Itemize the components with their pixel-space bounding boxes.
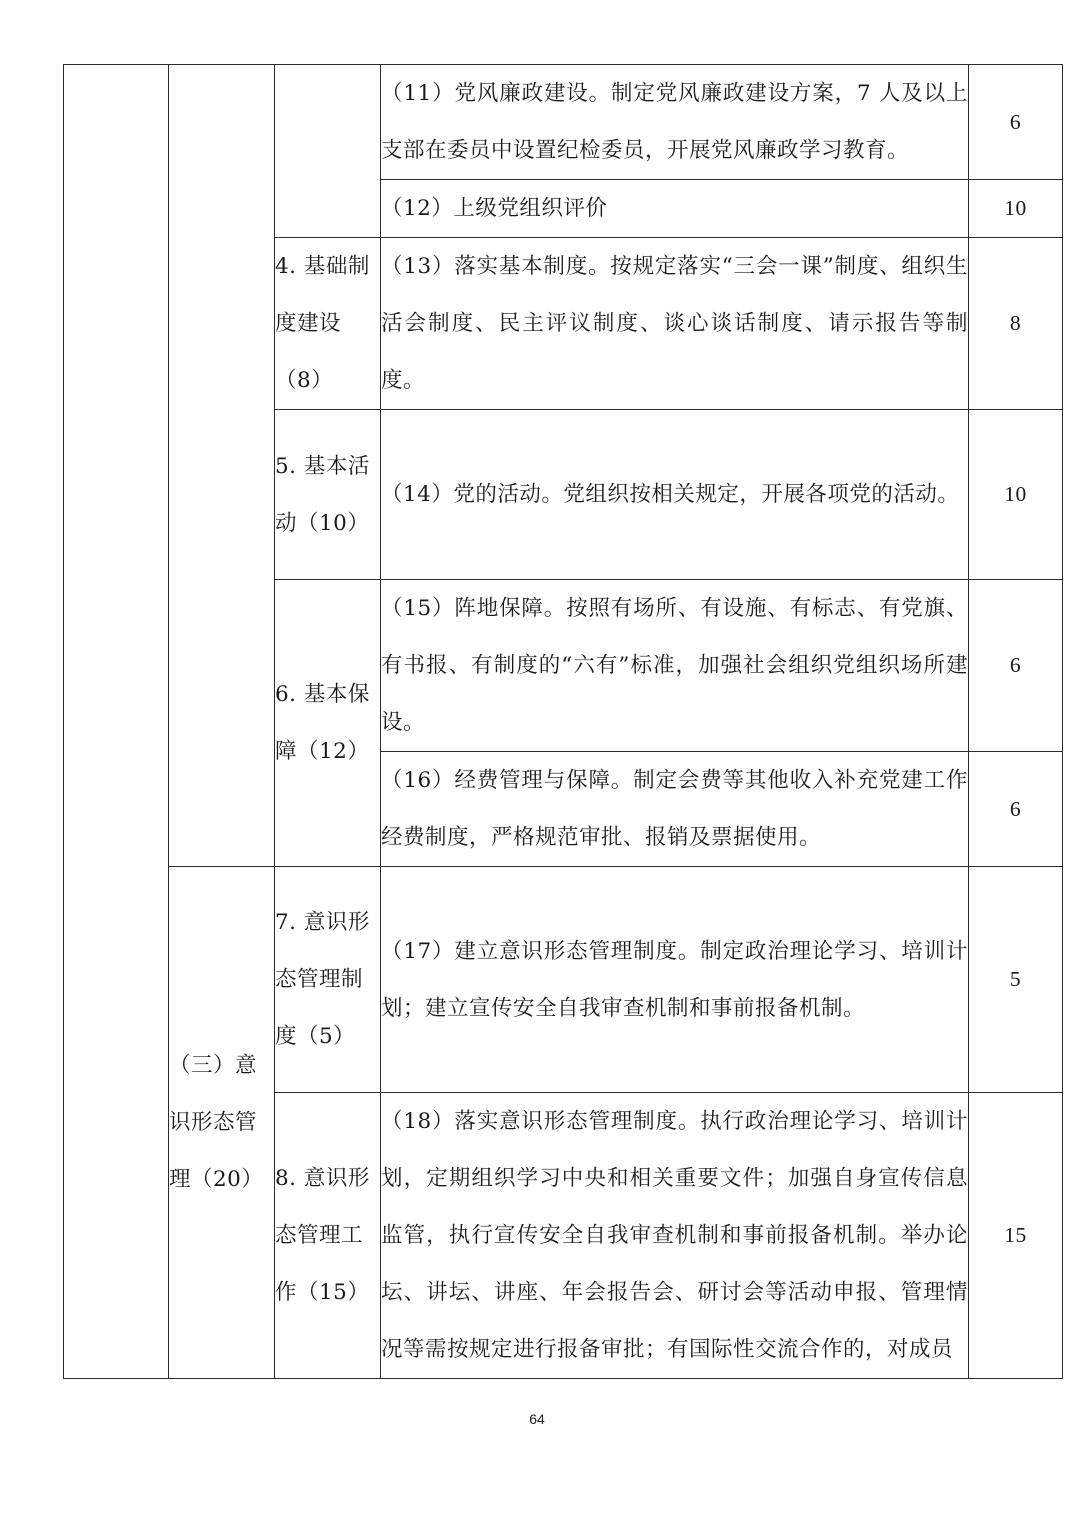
col1-cell (64, 65, 169, 1379)
item-cell: 7. 意识形态管理制度（5） (275, 867, 381, 1093)
criteria-cell: （12）上级党组织评价 (381, 180, 969, 238)
item-cell: 8. 意识形态管理工作（15） (275, 1093, 381, 1379)
criteria-cell: （18）落实意识形态管理制度。执行政治理论学习、培训计划，定期组织学习中央和相关重要文件；加强自身宣传信息监管，执行宣传安全自我审查机制和事前报备机制。举办论坛、讲坛、讲座、年会报告会、研讨会等活动申报、管理情况等需按规定进行报备审批；有国际性交流合作的，对成员 (381, 1093, 969, 1379)
table-row (64, 65, 1063, 180)
table-row (64, 867, 1063, 1093)
score-cell: 10 (969, 180, 1063, 238)
criteria-cell: （14）党的活动。党组织按相关规定，开展各项党的活动。 (381, 410, 969, 580)
criteria-cell: （13）落实基本制度。按规定落实“三会一课”制度、组织生活会制度、民主评议制度、谈心谈话制度、请示报告等制度。 (381, 238, 969, 410)
score-cell: 6 (969, 752, 1063, 867)
item-cell: 4. 基础制度建设（8） (275, 238, 381, 410)
item-cell-empty (275, 65, 381, 238)
category-cell: （三）意识形态管理（20） (169, 867, 275, 1379)
score-cell: 5 (969, 867, 1063, 1093)
page-number: 64 (529, 1411, 545, 1427)
criteria-cell: （11）党风廉政建设。制定党风廉政建设方案，7 人及以上支部在委员中设置纪检委员，开展党风廉政学习教育。 (381, 65, 969, 180)
score-cell: 6 (969, 65, 1063, 180)
item-cell: 5. 基本活动（10） (275, 410, 381, 580)
score-cell: 6 (969, 580, 1063, 752)
col2-cell (169, 65, 275, 867)
evaluation-table (63, 64, 1063, 1379)
score-cell: 8 (969, 238, 1063, 410)
criteria-cell: （15）阵地保障。按照有场所、有设施、有标志、有党旗、有书报、有制度的“六有”标准，加强社会组织党组织场所建设。 (381, 580, 969, 752)
score-cell: 10 (969, 410, 1063, 580)
score-cell: 15 (969, 1093, 1063, 1379)
item-cell: 6. 基本保障（12） (275, 580, 381, 867)
criteria-cell: （16）经费管理与保障。制定会费等其他收入补充党建工作经费制度，严格规范审批、报销及票据使用。 (381, 752, 969, 867)
criteria-cell: （17）建立意识形态管理制度。制定政治理论学习、培训计划；建立宣传安全自我审查机制和事前报备机制。 (381, 867, 969, 1093)
